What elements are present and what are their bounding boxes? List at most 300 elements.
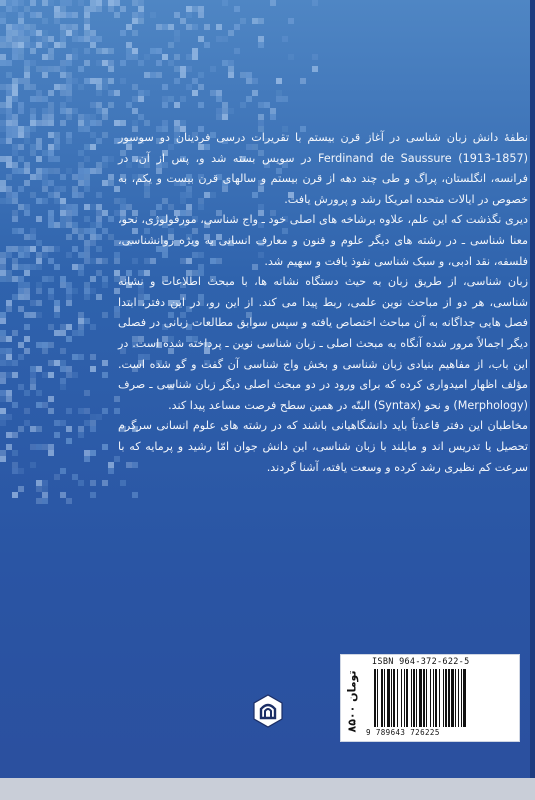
mosaic-tile	[12, 36, 18, 42]
mosaic-tile	[72, 48, 78, 54]
mosaic-tile	[0, 126, 6, 132]
mosaic-tile	[12, 48, 18, 54]
mosaic-tile	[0, 450, 6, 456]
mosaic-tile	[30, 300, 36, 306]
mosaic-tile	[42, 492, 48, 498]
mosaic-tile	[258, 36, 264, 42]
mosaic-tile	[24, 312, 30, 318]
mosaic-tile	[84, 258, 90, 264]
mosaic-tile	[36, 480, 42, 486]
mosaic-tile	[6, 138, 12, 144]
mosaic-tile	[48, 294, 54, 300]
mosaic-tile	[30, 372, 36, 378]
mosaic-tile	[48, 144, 54, 150]
mosaic-tile	[108, 156, 114, 162]
mosaic-tile	[96, 120, 102, 126]
mosaic-tile	[54, 432, 60, 438]
mosaic-tile	[102, 228, 108, 234]
mosaic-tile	[48, 342, 54, 348]
mosaic-tile	[162, 24, 168, 30]
mosaic-tile	[12, 228, 18, 234]
mosaic-tile	[84, 60, 90, 66]
mosaic-tile	[60, 30, 66, 36]
mosaic-tile	[60, 282, 66, 288]
mosaic-tile	[270, 114, 276, 120]
mosaic-tile	[132, 84, 138, 90]
mosaic-tile	[6, 336, 12, 342]
mosaic-tile	[60, 492, 66, 498]
mosaic-tile	[48, 192, 54, 198]
mosaic-tile	[186, 12, 192, 18]
mosaic-tile	[0, 180, 6, 186]
mosaic-tile	[174, 54, 180, 60]
mosaic-tile	[222, 102, 228, 108]
mosaic-tile	[138, 18, 144, 24]
mosaic-tile	[120, 30, 126, 36]
mosaic-tile	[0, 12, 6, 18]
mosaic-tile	[78, 126, 84, 132]
mosaic-tile	[30, 126, 36, 132]
mosaic-tile	[258, 102, 264, 108]
mosaic-tile	[24, 60, 30, 66]
mosaic-tile	[24, 180, 30, 186]
mosaic-tile	[96, 216, 102, 222]
mosaic-tile	[24, 264, 30, 270]
mosaic-tile	[78, 330, 84, 336]
mosaic-tile	[42, 402, 48, 408]
mosaic-tile	[36, 144, 42, 150]
mosaic-tile	[54, 312, 60, 318]
mosaic-tile	[30, 144, 36, 150]
mosaic-tile	[6, 300, 12, 306]
mosaic-tile	[78, 234, 84, 240]
mosaic-tile	[42, 480, 48, 486]
mosaic-tile	[0, 378, 6, 384]
mosaic-tile	[60, 84, 66, 90]
mosaic-tile	[78, 162, 84, 168]
mosaic-tile	[126, 102, 132, 108]
mosaic-tile	[72, 12, 78, 18]
mosaic-tile	[120, 480, 126, 486]
mosaic-tile	[54, 144, 60, 150]
mosaic-tile	[174, 36, 180, 42]
mosaic-tile	[174, 30, 180, 36]
mosaic-tile	[66, 96, 72, 102]
mosaic-tile	[6, 306, 12, 312]
mosaic-tile	[108, 6, 114, 12]
mosaic-tile	[42, 174, 48, 180]
mosaic-tile	[6, 90, 12, 96]
mosaic-tile	[186, 54, 192, 60]
mosaic-tile	[66, 234, 72, 240]
mosaic-tile	[84, 144, 90, 150]
mosaic-tile	[72, 222, 78, 228]
mosaic-tile	[108, 66, 114, 72]
mosaic-tile	[30, 246, 36, 252]
mosaic-tile	[264, 102, 270, 108]
mosaic-tile	[228, 66, 234, 72]
back-cover-text	[118, 128, 528, 478]
mosaic-tile	[54, 306, 60, 312]
mosaic-tile	[42, 246, 48, 252]
mosaic-tile	[12, 84, 18, 90]
mosaic-tile	[36, 282, 42, 288]
mosaic-tile	[78, 426, 84, 432]
mosaic-tile	[90, 354, 96, 360]
barcode-bar	[443, 669, 444, 727]
mosaic-tile	[0, 456, 6, 462]
mosaic-tile	[78, 318, 84, 324]
barcode-bar	[387, 669, 390, 727]
mosaic-tile	[288, 54, 294, 60]
mosaic-tile	[0, 420, 6, 426]
mosaic-tile	[216, 36, 222, 42]
mosaic-tile	[0, 198, 6, 204]
mosaic-tile	[18, 168, 24, 174]
mosaic-tile	[102, 276, 108, 282]
mosaic-tile	[0, 42, 6, 48]
mosaic-tile	[24, 282, 30, 288]
mosaic-tile	[66, 168, 72, 174]
mosaic-tile	[120, 120, 126, 126]
mosaic-tile	[102, 132, 108, 138]
mosaic-tile	[0, 0, 6, 6]
mosaic-tile	[6, 24, 12, 30]
mosaic-tile	[138, 90, 144, 96]
mosaic-tile	[18, 276, 24, 282]
mosaic-tile	[72, 36, 78, 42]
mosaic-tile	[216, 24, 222, 30]
mosaic-tile	[42, 42, 48, 48]
mosaic-tile	[42, 486, 48, 492]
mosaic-tile	[138, 12, 144, 18]
mosaic-tile	[90, 240, 96, 246]
mosaic-tile	[132, 54, 138, 60]
barcode-bar	[426, 669, 427, 727]
mosaic-tile	[42, 186, 48, 192]
mosaic-tile	[198, 84, 204, 90]
mosaic-tile	[48, 450, 54, 456]
mosaic-tile	[78, 150, 84, 156]
mosaic-tile	[36, 486, 42, 492]
mosaic-tile	[36, 264, 42, 270]
mosaic-tile	[180, 96, 186, 102]
mosaic-tile	[186, 66, 192, 72]
mosaic-tile	[222, 114, 228, 120]
mosaic-tile	[222, 0, 228, 6]
mosaic-tile	[6, 354, 12, 360]
mosaic-tile	[156, 24, 162, 30]
barcode-bar	[393, 669, 395, 727]
mosaic-tile	[114, 0, 120, 6]
mosaic-tile	[66, 336, 72, 342]
mosaic-tile	[48, 36, 54, 42]
mosaic-tile	[48, 0, 54, 6]
mosaic-tile	[24, 30, 30, 36]
mosaic-tile	[12, 192, 18, 198]
mosaic-tile	[144, 120, 150, 126]
mosaic-tile	[66, 294, 72, 300]
mosaic-tile	[36, 498, 42, 504]
mosaic-tile	[90, 324, 96, 330]
mosaic-tile	[72, 78, 78, 84]
mosaic-tile	[0, 414, 6, 420]
mosaic-tile	[78, 120, 84, 126]
mosaic-tile	[18, 48, 24, 54]
mosaic-tile	[24, 270, 30, 276]
mosaic-tile	[276, 96, 282, 102]
mosaic-tile	[36, 198, 42, 204]
mosaic-tile	[114, 120, 120, 126]
mosaic-tile	[102, 360, 108, 366]
mosaic-tile	[42, 0, 48, 6]
mosaic-tile	[252, 78, 258, 84]
mosaic-tile	[156, 48, 162, 54]
mosaic-tile	[6, 120, 12, 126]
mosaic-tile	[12, 120, 18, 126]
mosaic-tile	[126, 48, 132, 54]
mosaic-tile	[96, 162, 102, 168]
mosaic-tile	[84, 204, 90, 210]
mosaic-tile	[36, 444, 42, 450]
mosaic-tile	[18, 204, 24, 210]
mosaic-tile	[24, 84, 30, 90]
mosaic-tile	[54, 330, 60, 336]
mosaic-tile	[6, 252, 12, 258]
mosaic-tile	[54, 18, 60, 24]
mosaic-tile	[36, 138, 42, 144]
mosaic-tile	[78, 36, 84, 42]
mosaic-tile	[66, 372, 72, 378]
mosaic-tile	[258, 114, 264, 120]
mosaic-tile	[12, 132, 18, 138]
mosaic-tile	[42, 18, 48, 24]
mosaic-tile	[6, 432, 12, 438]
mosaic-tile	[24, 162, 30, 168]
mosaic-tile	[66, 60, 72, 66]
mosaic-tile	[90, 6, 96, 12]
mosaic-tile	[42, 342, 48, 348]
mosaic-tile	[78, 168, 84, 174]
mosaic-tile	[48, 360, 54, 366]
mosaic-tile	[36, 240, 42, 246]
mosaic-tile	[6, 84, 12, 90]
mosaic-tile	[120, 78, 126, 84]
mosaic-tile	[150, 48, 156, 54]
mosaic-tile	[66, 498, 72, 504]
mosaic-tile	[168, 42, 174, 48]
mosaic-tile	[24, 42, 30, 48]
mosaic-tile	[66, 132, 72, 138]
mosaic-tile	[18, 78, 24, 84]
mosaic-tile	[12, 372, 18, 378]
mosaic-tile	[6, 198, 12, 204]
mosaic-tile	[102, 372, 108, 378]
mosaic-tile	[24, 390, 30, 396]
mosaic-tile	[36, 174, 42, 180]
mosaic-tile	[30, 192, 36, 198]
mosaic-tile	[102, 312, 108, 318]
mosaic-tile	[252, 90, 258, 96]
mosaic-tile	[24, 246, 30, 252]
mosaic-tile	[78, 312, 84, 318]
mosaic-tile	[84, 12, 90, 18]
mosaic-tile	[18, 0, 24, 6]
mosaic-tile	[78, 114, 84, 120]
mosaic-tile	[108, 180, 114, 186]
mosaic-tile	[288, 18, 294, 24]
mosaic-tile	[132, 12, 138, 18]
mosaic-tile	[60, 348, 66, 354]
mosaic-tile	[18, 30, 24, 36]
mosaic-tile	[36, 66, 42, 72]
mosaic-tile	[60, 378, 66, 384]
mosaic-tile	[102, 48, 108, 54]
mosaic-tile	[0, 258, 6, 264]
mosaic-tile	[18, 282, 24, 288]
mosaic-tile	[12, 330, 18, 336]
mosaic-tile	[60, 120, 66, 126]
mosaic-tile	[6, 6, 12, 12]
barcode-bar	[391, 669, 392, 727]
mosaic-tile	[30, 384, 36, 390]
mosaic-tile	[18, 36, 24, 42]
mosaic-tile	[60, 330, 66, 336]
mosaic-tile	[84, 180, 90, 186]
mosaic-tile	[24, 294, 30, 300]
mosaic-tile	[258, 120, 264, 126]
mosaic-tile	[132, 18, 138, 24]
mosaic-tile	[66, 138, 72, 144]
mosaic-tile	[36, 300, 42, 306]
mosaic-tile	[156, 60, 162, 66]
mosaic-tile	[84, 456, 90, 462]
mosaic-tile	[234, 24, 240, 30]
mosaic-tile	[144, 54, 150, 60]
mosaic-tile	[30, 426, 36, 432]
mosaic-tile	[108, 0, 114, 6]
mosaic-tile	[162, 54, 168, 60]
mosaic-tile	[18, 156, 24, 162]
mosaic-tile	[18, 108, 24, 114]
mosaic-tile	[246, 96, 252, 102]
mosaic-tile	[180, 120, 186, 126]
mosaic-tile	[78, 180, 84, 186]
mosaic-tile	[36, 42, 42, 48]
mosaic-tile	[42, 168, 48, 174]
mosaic-tile	[276, 90, 282, 96]
mosaic-tile	[102, 210, 108, 216]
mosaic-tile	[138, 6, 144, 12]
mosaic-tile	[102, 84, 108, 90]
mosaic-tile	[186, 84, 192, 90]
mosaic-tile	[192, 54, 198, 60]
mosaic-tile	[84, 318, 90, 324]
mosaic-tile	[6, 360, 12, 366]
price-text: ۸۵۰۰ تومان	[345, 670, 359, 733]
mosaic-tile	[102, 108, 108, 114]
mosaic-tile	[276, 78, 282, 84]
barcode-bar	[377, 669, 378, 727]
mosaic-tile	[216, 90, 222, 96]
mosaic-tile	[18, 126, 24, 132]
mosaic-tile	[132, 0, 138, 6]
mosaic-tile	[96, 168, 102, 174]
mosaic-tile	[24, 324, 30, 330]
mosaic-tile	[60, 384, 66, 390]
mosaic-tile	[78, 432, 84, 438]
mosaic-tile	[6, 126, 12, 132]
barcode-bar	[411, 669, 412, 727]
mosaic-tile	[90, 120, 96, 126]
mosaic-tile	[138, 114, 144, 120]
mosaic-tile	[66, 210, 72, 216]
mosaic-tile	[30, 96, 36, 102]
barcode-bar	[445, 669, 447, 727]
mosaic-tile	[30, 114, 36, 120]
mosaic-tile	[0, 318, 6, 324]
mosaic-tile	[90, 222, 96, 228]
mosaic-tile	[132, 96, 138, 102]
barcode-bar	[435, 669, 437, 727]
mosaic-tile	[42, 108, 48, 114]
mosaic-tile	[84, 156, 90, 162]
mosaic-tile	[72, 210, 78, 216]
paragraph-2: دیری نگذشت که این علم، علاوه برشاخه های اصلی خود ـ واج شناسی، مورفولوژی، نحو، معنا شناسی ـ در رشته های دیگر علوم و فنون و معارف انسانی به ویژه روانشناسی، فلسفه، نقد ادبی، و سبک شناسی نفوذ یافت و سهیم شد.	[118, 213, 528, 268]
mosaic-tile	[0, 108, 6, 114]
mosaic-tile	[42, 114, 48, 120]
barcode-bar	[404, 669, 405, 727]
mosaic-tile	[60, 24, 66, 30]
mosaic-tile	[42, 120, 48, 126]
mosaic-tile	[90, 414, 96, 420]
mosaic-tile	[6, 114, 12, 120]
mosaic-tile	[78, 354, 84, 360]
mosaic-tile	[132, 30, 138, 36]
mosaic-tile	[72, 186, 78, 192]
mosaic-tile	[18, 132, 24, 138]
mosaic-tile	[96, 102, 102, 108]
mosaic-tile	[132, 492, 138, 498]
mosaic-tile	[36, 390, 42, 396]
mosaic-tile	[66, 12, 72, 18]
mosaic-tile	[30, 174, 36, 180]
mosaic-tile	[30, 444, 36, 450]
mosaic-tile	[72, 54, 78, 60]
mosaic-tile	[12, 198, 18, 204]
mosaic-tile	[54, 420, 60, 426]
mosaic-tile	[66, 222, 72, 228]
mosaic-tile	[12, 432, 18, 438]
mosaic-tile	[162, 96, 168, 102]
mosaic-tile	[60, 198, 66, 204]
mosaic-tile	[18, 294, 24, 300]
mosaic-tile	[60, 468, 66, 474]
barcode-bar	[451, 669, 454, 727]
mosaic-tile	[54, 198, 60, 204]
mosaic-tile	[48, 120, 54, 126]
mosaic-tile	[132, 120, 138, 126]
mosaic-tile	[6, 396, 12, 402]
mosaic-tile	[54, 222, 60, 228]
mosaic-tile	[204, 24, 210, 30]
mosaic-tile	[102, 408, 108, 414]
mosaic-tile	[210, 66, 216, 72]
mosaic-tile	[12, 96, 18, 102]
mosaic-tile	[90, 426, 96, 432]
mosaic-tile	[30, 0, 36, 6]
mosaic-tile	[108, 468, 114, 474]
